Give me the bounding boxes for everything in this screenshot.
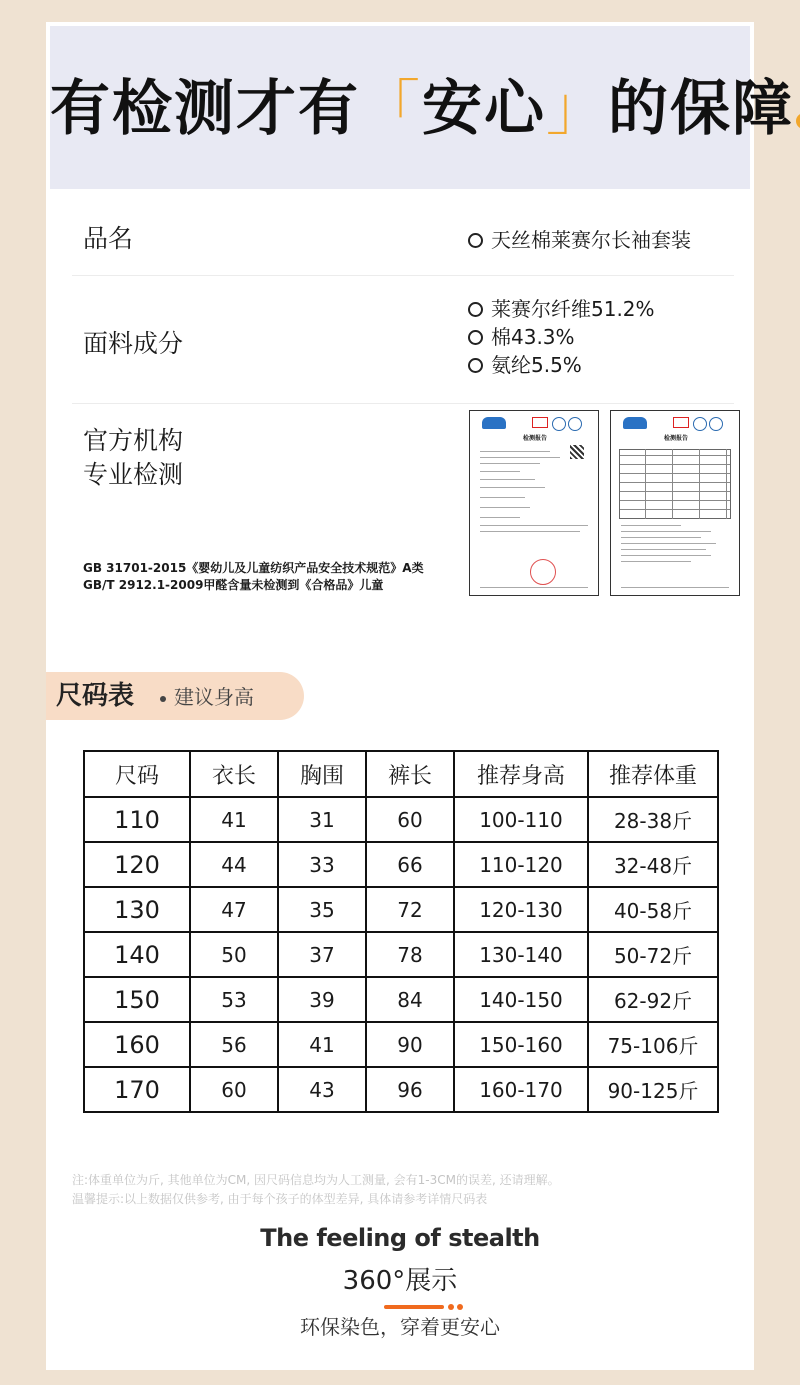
report-title: 检测报告 <box>522 435 547 442</box>
text-line <box>480 517 520 518</box>
circle-bullet-icon <box>468 233 483 248</box>
product-name-value: 天丝棉莱赛尔长袖套装 <box>468 226 691 254</box>
size-cell: 110 <box>84 797 190 842</box>
table-cell: 35 <box>278 887 366 932</box>
table-header-row <box>84 751 718 797</box>
content-card <box>46 22 794 1370</box>
table-cell: 78 <box>366 932 454 977</box>
circle-bullet-icon <box>468 358 483 373</box>
ilac-logo-icon <box>568 417 582 431</box>
table-row <box>84 1067 718 1112</box>
test-report-image[interactable] <box>469 410 599 596</box>
table-cell: 41 <box>190 797 278 842</box>
table-cell: 75-106斤 <box>588 1022 718 1067</box>
table-cell: 31 <box>278 797 366 842</box>
size-cell: 140 <box>84 932 190 977</box>
table-row <box>84 977 718 1022</box>
size-table <box>83 750 719 1113</box>
report-table-graphic <box>619 449 731 519</box>
table-cell: 50 <box>190 932 278 977</box>
table-cell: 60 <box>190 1067 278 1112</box>
circle-bullet-icon <box>468 330 483 345</box>
text-line <box>621 543 716 544</box>
table-cell: 47 <box>190 887 278 932</box>
test-report-image[interactable] <box>610 410 740 596</box>
text-line <box>480 531 580 532</box>
underline-dot <box>457 1304 463 1310</box>
cma-logo-icon <box>532 417 548 428</box>
size-cell: 150 <box>84 977 190 1022</box>
standard-line: GB/T 2912.1-2009甲醛含量未检测到《合格品》儿童 <box>83 578 384 592</box>
underline-decoration <box>384 1305 444 1309</box>
table-cell: 90-125斤 <box>588 1067 718 1112</box>
fabric-item: 棉43.3% <box>468 323 575 351</box>
table-cell: 140-150 <box>454 977 588 1022</box>
column-header: 衣长 <box>190 751 278 797</box>
cnas-logo-icon <box>693 417 707 431</box>
column-header: 尺码 <box>84 751 190 797</box>
size-chart-title: 尺码表 <box>56 681 135 711</box>
text-line <box>621 549 706 550</box>
fabric-label: 面料成分 <box>83 329 184 358</box>
text-line <box>621 531 711 532</box>
table-cell: 100-110 <box>454 797 588 842</box>
table-cell: 33 <box>278 842 366 887</box>
column-header: 推荐身高 <box>454 751 588 797</box>
table-cell: 130-140 <box>454 932 588 977</box>
size-cell: 130 <box>84 887 190 932</box>
text-line <box>480 497 525 498</box>
table-cell: 90 <box>366 1022 454 1067</box>
table-cell: 56 <box>190 1022 278 1067</box>
size-cell: 170 <box>84 1067 190 1112</box>
cnas-logo-icon <box>552 417 566 431</box>
size-chart-header <box>46 672 304 720</box>
table-cell: 72 <box>366 887 454 932</box>
underline-dot <box>448 1304 454 1310</box>
table-cell: 44 <box>190 842 278 887</box>
table-cell: 60 <box>366 797 454 842</box>
text-line <box>480 487 545 488</box>
header-banner <box>50 26 794 189</box>
text-line <box>621 561 691 562</box>
table-cell: 84 <box>366 977 454 1022</box>
text-line <box>480 525 588 526</box>
table-row <box>84 887 718 932</box>
table-cell: 39 <box>278 977 366 1022</box>
note-line: 注:体重单位为斤, 其他单位为CM, 因尺码信息均为人工测量, 会有1-3CM的误差, 还请理解。 <box>72 1173 560 1187</box>
eco-dye-text: 环保染色，穿着更安心 <box>300 1315 500 1339</box>
text-line <box>480 587 588 588</box>
display-360-label: 360°展示 <box>342 1266 458 1296</box>
table-cell: 120-130 <box>454 887 588 932</box>
fabric-item: 莱赛尔纤维51.2% <box>468 295 655 323</box>
report-title: 检测报告 <box>663 435 688 442</box>
tagline: The feeling of stealth <box>260 1224 540 1252</box>
table-cell: 40-58斤 <box>588 887 718 932</box>
divider <box>72 275 734 276</box>
table-cell: 37 <box>278 932 366 977</box>
size-chart-subtitle: 建议身高 <box>160 684 254 710</box>
text-line <box>480 507 530 508</box>
cap-logo-icon <box>482 417 506 429</box>
cma-logo-icon <box>673 417 689 428</box>
fabric-item: 氨纶5.5% <box>468 351 582 379</box>
table-row <box>84 932 718 977</box>
text-line <box>480 471 520 472</box>
table-cell: 96 <box>366 1067 454 1112</box>
column-header: 推荐体重 <box>588 751 718 797</box>
circle-bullet-icon <box>468 302 483 317</box>
qr-code-icon <box>570 445 584 459</box>
table-row <box>84 797 718 842</box>
table-cell: 160-170 <box>454 1067 588 1112</box>
table-row <box>84 842 718 887</box>
column-header: 胸围 <box>278 751 366 797</box>
bracket-open: 「 <box>360 74 422 144</box>
size-cell: 160 <box>84 1022 190 1067</box>
cap-logo-icon <box>623 417 647 429</box>
note-line: 温馨提示:以上数据仅供参考, 由于每个孩子的体型差异, 具体请参考详情尺码表 <box>72 1192 488 1206</box>
text-line <box>621 537 701 538</box>
table-cell: 110-120 <box>454 842 588 887</box>
product-name-label: 品名 <box>83 224 134 253</box>
official-seal-icon <box>530 559 556 585</box>
divider <box>72 403 734 404</box>
text-line <box>621 587 729 588</box>
table-cell: 32-48斤 <box>588 842 718 887</box>
period-dot-icon <box>796 113 800 129</box>
text-line <box>480 463 540 464</box>
table-cell: 50-72斤 <box>588 932 718 977</box>
table-cell: 66 <box>366 842 454 887</box>
text-line <box>480 479 535 480</box>
table-cell: 62-92斤 <box>588 977 718 1022</box>
ilac-logo-icon <box>709 417 723 431</box>
text-line <box>621 555 711 556</box>
table-cell: 53 <box>190 977 278 1022</box>
size-cell: 120 <box>84 842 190 887</box>
standard-line: GB 31701-2015《婴幼儿及儿童纺织产品安全技术规范》A类 <box>83 561 424 575</box>
table-cell: 41 <box>278 1022 366 1067</box>
table-cell: 150-160 <box>454 1022 588 1067</box>
page-title: 有检测才有「安心」的保障 <box>50 74 750 144</box>
column-header: 裤长 <box>366 751 454 797</box>
text-line <box>621 525 681 526</box>
text-line <box>480 451 550 452</box>
text-line <box>480 457 560 458</box>
table-cell: 28-38斤 <box>588 797 718 842</box>
table-row <box>84 1022 718 1067</box>
inspection-label-line2: 专业检测 <box>83 460 184 489</box>
table-cell: 43 <box>278 1067 366 1112</box>
bracket-close: 」 <box>546 74 608 144</box>
inspection-label-line1: 官方机构 <box>83 426 184 455</box>
